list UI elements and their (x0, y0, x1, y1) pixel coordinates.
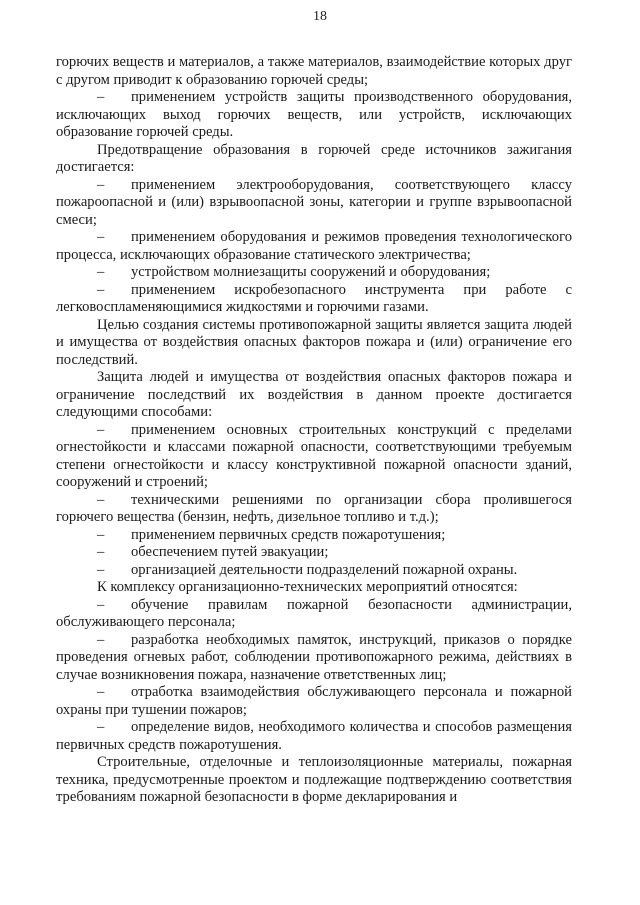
list-item-text: обучение правилам пожарной безопасности администрации, обслуживающего персонала; (56, 596, 572, 630)
list-dash: – (97, 526, 105, 543)
list-item-text: определение видов, необходимого количества и способов размещения первичных средств пожаротушения. (56, 719, 572, 753)
paragraph: К комплексу организационно-технических мероприятий относятся: (97, 579, 518, 595)
list-item-text: применением искробезопасного инструмента при работе с легковоспламеняющимися жидкостями и горючими газами. (56, 281, 572, 315)
list-item (56, 282, 572, 317)
list-item-text: разработка необходимых памяток, инструкций, приказов о порядке проведения огневых работ, соблюдении противопожарного режима, действиях в случае возникновения пожара, назначение ответственных лиц; (56, 631, 572, 683)
list-item-text: техническими решениями по организации сбора пролившегося горючего вещества (бензин, нефть, дизельное топливо и т.д.); (56, 491, 572, 525)
list-dash: – (97, 491, 105, 508)
paragraph: Целью создания системы противопожарной защиты является защита людей и имущества от воздействия опасных факторов пожара и (или) ограничение его последствий. (56, 316, 572, 368)
list-dash: – (97, 421, 105, 438)
list-dash: – (97, 544, 105, 560)
list-dash: – (97, 176, 105, 193)
list-item (56, 544, 572, 562)
list-dash: – (97, 561, 105, 578)
list-item-text: применением основных строительных конструкций с пределами огнестойкости и классами пожарной опасности, соответствующими требуемым степени огнестойкости и классу конструктивной пожарной опасности зданий, сооружений и строений; (56, 421, 572, 490)
list-item (56, 422, 572, 492)
list-dash: – (97, 281, 105, 298)
list-dash: – (97, 719, 105, 735)
list-item (56, 264, 572, 282)
list-item (56, 562, 572, 580)
list-item-text: применением устройств защиты производственного оборудования, исключающих выход горючих веществ, или устройств, исключающих образование горючей среды. (56, 89, 572, 140)
list-dash: – (97, 596, 105, 613)
list-item-text: применением оборудования и режимов проведения технологического процесса, исключающих образование статического электричества; (56, 229, 572, 263)
list-item-text: организацией деятельности подразделений пожарной охраны. (131, 561, 518, 578)
list-item-text: отработка взаимодействия обслуживающего персонала и пожарной охраны при тушении пожаров; (56, 684, 572, 718)
paragraph: горючих веществ и материалов, а также материалов, взаимодействие которых друг с другом приводит к образованию горючей среды; (56, 54, 572, 88)
paragraph: Предотвращение образования в горючей среде источников зажигания достигается: (56, 141, 572, 175)
list-item-text: применением электрооборудования, соответствующего классу пожароопасной и (или) взрывоопасной зоны, категории и группе взрывоопасной смеси; (56, 176, 572, 228)
list-item (56, 719, 572, 754)
list-item-text: применением первичных средств пожаротушения; (131, 526, 446, 543)
list-item (56, 684, 572, 719)
list-item (56, 177, 572, 230)
list-item (56, 89, 572, 142)
list-item-text: обеспечением путей эвакуации; (131, 544, 329, 560)
list-dash: – (97, 229, 105, 245)
list-dash: – (97, 631, 105, 648)
list-item (56, 597, 572, 632)
list-item (56, 527, 572, 545)
paragraph: Строительные, отделочные и теплоизоляционные материалы, пожарная техника, предусмотренные проектом и подлежащие подтверждению соответствия требованиям пожарной безопасности в форме декларирования и (56, 754, 572, 805)
list-item (56, 632, 572, 685)
list-item-text: устройством молниезащиты сооружений и оборудования; (131, 264, 491, 280)
paragraph: Защита людей и имущества от воздействия опасных факторов пожара и ограничение последствий их воздействия в данном проекте достигается следующими способами: (56, 369, 572, 420)
list-item (56, 492, 572, 527)
list-dash: – (97, 264, 105, 280)
page-number: 18 (313, 9, 327, 24)
list-dash: – (97, 89, 105, 105)
document-body (56, 54, 572, 807)
list-dash: – (97, 684, 105, 700)
list-item (56, 229, 572, 264)
